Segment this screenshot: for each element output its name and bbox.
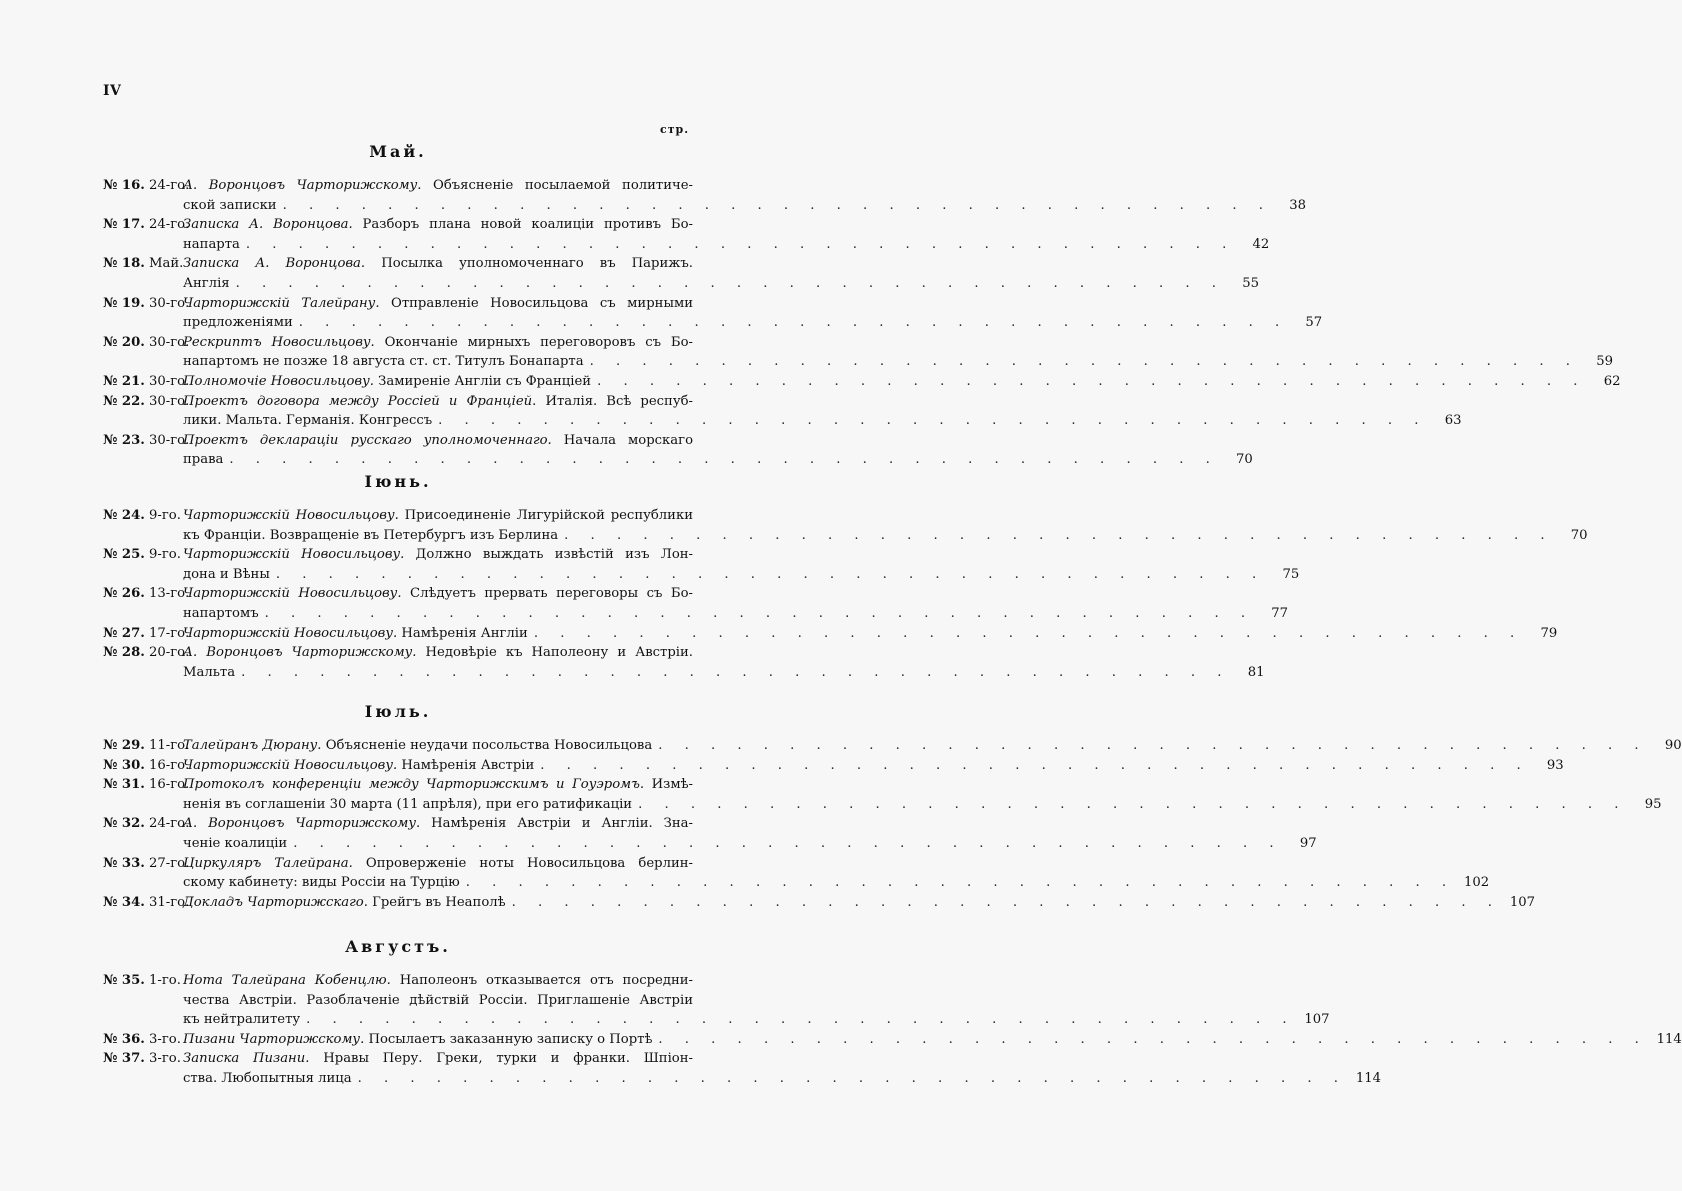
entry-description: Намѣренія Австріи [397,757,535,773]
entry-date: 24-го. [149,217,190,233]
entry-description: Намѣренія Австріи и Англіи. Зна- [420,816,693,832]
entry-number: № 34. [103,894,145,910]
dot-leader: . . . . . . . . . . . . . . . . . . . . . . . . . . . . . . . . . . . . . . [597,373,1587,389]
toc-section [103,470,1588,682]
entry-title: Записка А. Воронцова. [183,217,353,233]
entry-date: 30-го. [149,334,190,350]
entry-number: № 19. [103,295,145,311]
entry-page-number: 55 [1242,275,1260,291]
dot-leader: . . . . . . . . . . . . . . . . . . . . . . . . . . . . . . . . . . . . . . [638,796,1628,812]
toc-section [103,140,1621,470]
dot-leader: . . . . . . . . . . . . . . . . . . . . . . . . . . . . . . . . . . . . . . [293,835,1283,851]
entry-number: № 26. [103,586,145,602]
entry-page-number: 95 [1644,796,1662,812]
entry-description-continued: напартомъ не позже 18 августа ст. ст. Титулъ Бонапарта [183,354,584,370]
entry-description-continued: скому кабинету: виды Россіи на Турцію [183,875,460,891]
entry-description-continued: дона и Вѣны [183,566,270,582]
entry-description: Нравы Перу. Греки, турки и франки. Шпіон- [309,1051,693,1067]
toc-entry[interactable] [103,333,1613,372]
entry-description-continued: къ нейтралитету [183,1012,301,1028]
toc-entry[interactable] [103,431,1253,470]
entry-page-number: 102 [1463,875,1490,891]
entry-date: 13-го. [149,586,190,602]
section-title: Іюнь. [364,472,432,491]
toc-entry[interactable] [103,176,1307,215]
entry-description-continued: напартомъ [183,605,259,621]
page-column-label: стр. [660,123,690,136]
entry-title: Талейранъ Дюрану. [183,738,322,753]
entry-number: № 36. [103,1031,145,1047]
entry-date: 30-го. [149,295,190,311]
toc-entry[interactable] [103,736,1682,756]
dot-leader: . . . . . . . . . . . . . . . . . . . . . . . . . . . . . . . . . . . . . . [438,413,1428,429]
toc-entry[interactable] [103,814,1317,853]
entry-page-number: 59 [1596,354,1613,370]
entry-number: № 23. [103,432,145,448]
entry-page-number: 114 [1355,1070,1382,1086]
entry-date: 31-го. [149,894,190,910]
toc-entry[interactable] [103,971,1330,1030]
entry-title: Проектъ декларацiи русскаго уполномоченнаго. [183,432,552,448]
entry-title: Нота Талейрана Кобенцлю. [183,973,391,988]
entry-date: 24-го. [149,178,190,193]
entry-title: Чарторижскій Талейрану. [183,295,380,311]
dot-leader: . . . . . . . . . . . . . . . . . . . . . . . . . . . . . . . . . . . . . . [357,1070,1348,1086]
entry-description: Должно выждать извѣстій изъ Лон- [404,547,693,563]
dot-leader: . . . . . . . . . . . . . . . . . . . . . . . . . . . . . . . . . . . . . . [658,738,1648,753]
entry-date: 11-го. [149,738,190,753]
entry-number: № 29. [103,738,145,753]
entry-page-number: 42 [1252,236,1270,252]
entry-number: № 17. [103,217,145,233]
entry-description-continued: Мальта [183,664,236,680]
entry-description: Опроверженіе ноты Новосильцова берлин- [352,855,693,871]
entry-page-number: 79 [1540,625,1558,641]
dot-leader: . . . . . . . . . . . . . . . . . . . . . . . . . . . . . . . . . . . . . . [533,625,1524,641]
toc-entry[interactable] [103,1049,1382,1088]
entry-description: Объясненіе неудачи посольства Новосильцова [321,738,653,753]
entry-date: 1-го. [149,973,181,988]
toc-entry[interactable] [103,624,1558,644]
entry-description-continued: Англія [183,275,230,291]
entry-title: А. Воронцовъ Чарторижскому. [183,178,422,193]
entry-title: Докладъ Чарторижскаго. [183,894,368,910]
entry-page-number: 77 [1271,605,1289,621]
entry-title: Записка Пизани. [183,1051,310,1067]
entry-description: Начала морскаго [551,432,694,448]
dot-leader: . . . . . . . . . . . . . . . . . . . . . . . . . . . . . . . . . . . . . . [465,875,1456,891]
entry-date: 27-го. [149,855,190,871]
entry-number: № 28. [103,645,145,661]
dot-leader: . . . . . . . . . . . . . . . . . . . . . . . . . . . . . . . . . . . . . . [264,605,1255,621]
toc-entry[interactable] [103,545,1300,584]
entry-description: Недовѣріе къ Наполеону и Австріи. [416,645,693,661]
entry-date: 17-го. [149,625,190,641]
entry-description-continued: ства. Любопытныя лица [183,1070,352,1086]
dot-leader: . . . . . . . . . . . . . . . . . . . . . . . . . . . . . . . . . . . . . . [564,527,1554,543]
dot-leader: . . . . . . . . . . . . . . . . . . . . . . . . . . . . . . . . . . . . . . [229,452,1219,468]
entry-page-number: 114 [1656,1031,1682,1047]
entry-description-continued: чества Австріи. Разоблаченіе дѣйствій Россіи. Приглашеніе Австріи [183,992,693,1008]
entry-description-continued: ченіе коалиціи [183,835,288,851]
entry-number: № 33. [103,855,145,871]
entry-page-number: 75 [1282,566,1300,582]
dot-leader: . . . . . . . . . . . . . . . . . . . . . . . . . . . . . . . . . . . . . . [658,1031,1648,1047]
entry-description: Разборъ плана новой коалиціи противъ Бо- [352,217,693,233]
toc-entry[interactable] [103,643,1265,682]
entry-page-number: 70 [1570,527,1588,543]
toc-entry[interactable] [103,854,1490,893]
entry-description-continued: права [183,452,224,468]
toc-entry[interactable] [103,506,1588,545]
entry-number: № 24. [103,508,145,523]
entry-description: Грейгъ въ Неаполѣ [367,894,506,910]
entry-title: Пизани Чарторижскому. [183,1031,365,1047]
entry-description: Намѣренія Англіи [397,625,528,641]
dot-leader: . . . . . . . . . . . . . . . . . . . . . . . . . . . . . . . . . . . . . . [589,354,1579,370]
dot-leader: . . . . . . . . . . . . . . . . . . . . . . . . . . . . . . . . . . . . . . [298,315,1289,331]
entry-title: Чарторижскій Новосильцову. [183,757,398,773]
entry-number: № 27. [103,625,145,641]
entry-page-number: 62 [1603,373,1621,389]
toc-entry[interactable] [103,254,1260,293]
section-title: Іюль. [364,702,432,721]
entry-description: Посылка уполномоченнаго въ Парижъ. [365,256,693,272]
entry-page-number: 70 [1236,452,1253,468]
entry-date: 30-го. [149,432,190,448]
entry-number: № 31. [103,777,145,793]
entry-title: Чарторижскій Новосильцову. [183,586,402,602]
entry-date: 16-го. [149,757,190,773]
entry-description-continued: ненія въ соглашеніи 30 марта (11 апрѣля), при его ратификаціи [183,796,633,812]
dot-leader: . . . . . . . . . . . . . . . . . . . . . . . . . . . . . . . . . . . . . . [282,197,1273,213]
entry-date: 16-го. [149,777,190,793]
entry-date: 24-го. [149,816,190,832]
entry-date: 3-го. [149,1031,181,1047]
toc-entry[interactable] [103,372,1621,392]
toc-section [103,700,1682,912]
entry-description-continued: лики. Мальта. Германія. Конгрессъ [183,413,433,429]
toc-section [103,935,1682,1089]
entry-date: 3-го. [149,1051,181,1067]
entry-date: Май. [149,256,184,272]
toc-entry[interactable] [103,893,1536,913]
entry-title: Протоколъ конференціи между Чарторижскимъ и Гоуэромъ. [183,777,645,793]
entry-description: Окончаніе мирныхъ переговоровъ съ Бо- [374,334,693,350]
entry-page-number: 81 [1247,664,1265,680]
entry-description: Присоединеніе Лигурійской республики [398,508,694,523]
entry-number: № 37. [103,1051,145,1067]
entry-page-number: 63 [1444,413,1462,429]
entry-date: 30-го. [149,373,190,389]
entry-page-number: 97 [1299,835,1317,851]
entry-page-number: 57 [1305,315,1323,331]
entry-number: № 21. [103,373,145,389]
entry-title: Циркуляръ Талейрана. [183,855,353,871]
toc-entry[interactable] [103,392,1462,431]
entry-number: № 30. [103,757,145,773]
entry-number: № 16. [103,178,145,193]
entry-title: А. Воронцовъ Чарторижскому. [183,816,421,832]
toc-entry[interactable] [103,756,1564,776]
entry-description: Посылаетъ заказанную записку о Портѣ [364,1031,653,1047]
entry-date: 9-го. [149,508,181,523]
entry-number: № 25. [103,547,145,563]
toc-entry[interactable] [103,294,1323,333]
toc-entry[interactable] [103,775,1662,814]
entry-description: Объясненіе посылаемой политиче- [421,178,693,193]
dot-leader: . . . . . . . . . . . . . . . . . . . . . . . . . . . . . . . . . . . . . . [245,236,1236,252]
entry-page-number: 93 [1546,757,1564,773]
entry-title: А. Воронцовъ Чарторижскому. [183,645,417,661]
entry-description: Измѣ- [644,777,693,793]
entry-description-continued: ской записки [183,197,277,213]
entry-number: № 20. [103,334,145,350]
dot-leader: . . . . . . . . . . . . . . . . . . . . . . . . . . . . . . . . . . . . . . [306,1012,1296,1028]
entry-title: Чарторижскій Новосильцову. [183,508,399,523]
dot-leader: . . . . . . . . . . . . . . . . . . . . . . . . . . . . . . . . . . . . . . [241,664,1231,680]
entry-page-number: 38 [1289,197,1307,213]
section-title: Май. [369,142,427,161]
entry-title: Записка А. Воронцова. [183,256,366,272]
entry-title: Чарторижскій Новосильцову. [183,547,405,563]
entry-date: 20-го. [149,645,190,661]
entry-title: Чарторижскій Новосильцову. [183,625,398,641]
entry-description: Отправленіе Новосильцова съ мирными [379,295,693,311]
dot-leader: . . . . . . . . . . . . . . . . . . . . . . . . . . . . . . . . . . . . . . [235,275,1226,291]
entry-page-number: 90 [1664,738,1682,753]
toc-entry[interactable] [103,584,1289,623]
entry-description-continued: предложеніями [183,315,293,331]
entry-date: 9-го. [149,547,181,563]
toc-entry[interactable] [103,1030,1682,1050]
dot-leader: . . . . . . . . . . . . . . . . . . . . . . . . . . . . . . . . . . . . . . [511,894,1502,910]
dot-leader: . . . . . . . . . . . . . . . . . . . . . . . . . . . . . . . . . . . . . . [275,566,1266,582]
entry-description-continued: напарта [183,236,240,252]
entry-title: Полномочіе Новосильцову. [183,373,374,389]
entry-number: № 35. [103,973,145,988]
entry-description: Италія. Всѣ респуб- [536,393,694,409]
toc-entry[interactable] [103,215,1270,254]
entry-page-number: 107 [1509,894,1536,910]
entry-description: Слѣдуетъ прервать переговоры съ Бо- [401,586,694,602]
entry-description: Наполеонъ отказывается отъ посредни- [390,973,694,988]
entry-title: Рескриптъ Новосильцову. [183,334,375,350]
entry-description: Замиреніе Англіи съ Франціей [373,373,592,389]
entry-number: № 22. [103,393,145,409]
entry-number: № 18. [103,256,145,272]
entry-number: № 32. [103,816,145,832]
dot-leader: . . . . . . . . . . . . . . . . . . . . . . . . . . . . . . . . . . . . . . [540,757,1530,773]
entry-title: Проектъ договора между Россіей и Франціей. [183,393,537,409]
entry-page-number: 107 [1304,1012,1330,1028]
section-title: Августъ. [345,937,451,956]
page-number: IV [103,83,122,99]
entry-description-continued: къ Франціи. Возвращеніе въ Петербургъ изъ Берлина [183,527,559,543]
entry-date: 30-го. [149,393,190,409]
